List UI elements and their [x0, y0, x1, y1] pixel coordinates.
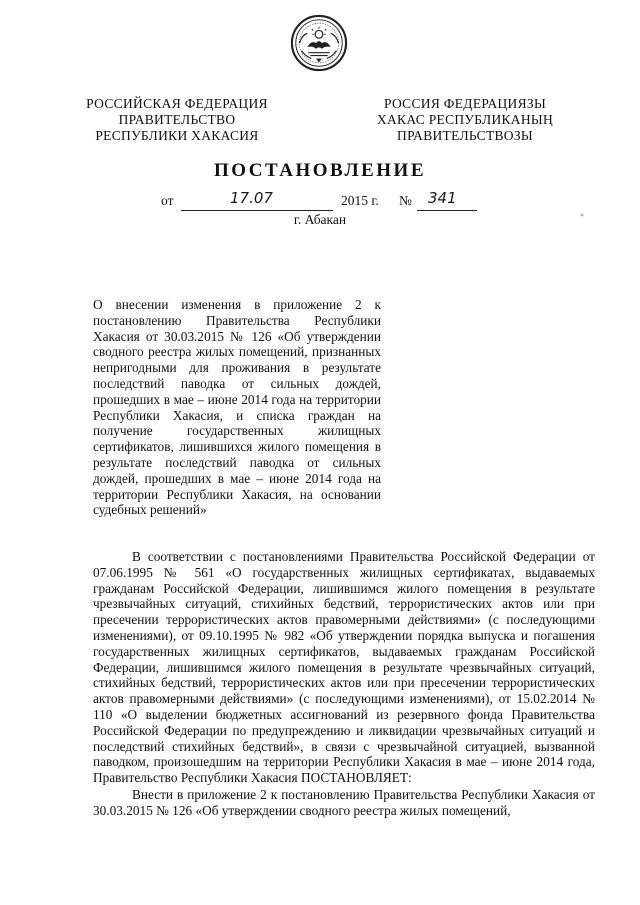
- body-paragraph-2: Внести в приложение 2 к постановлению Правительства Республики Хакасия от 30.03.2015 № 126 «Об утверждении сводного реестра жилых помещений,: [93, 786, 595, 818]
- number-sign: №: [399, 193, 412, 208]
- header-left-line-2: ПРАВИТЕЛЬСТВО: [118, 112, 236, 127]
- handwritten-date: 17.07: [230, 189, 273, 207]
- body-paragraph-1: В соответствии с постановлениями Правительства Российской Федерации от 07.06.1995 № 561 «О государственных жилищных сертификатах, выдаваемых гражданам Российской Федерации, лишившимся жилого помещения в результате чрезвычайных ситуаций, стихийных бедствий, террористических актов или при пресечении террористических актов правомерными действиями» (с последующими изменениями), от 09.10.1995 № 982 «Об утверждении порядка выпуска и погашения государственных жилищных сертификатов, выдаваемых гражданам Российской Федерации, лишившимся жилого помещения в результате чрезвычайных ситуаций, стихийных бедствий, террористических актов или при пресечении террористических актов правомерными действиями» (с последующими изменениями), от 15.02.2014 № 110 «О выделении бюджетных ассигнований из резервного фонда Правительства Российской Федерации по предупреждению и ликвидации чрезвычайных ситуаций и последствий стихийных бедствий», в связи с чрезвычайной ситуацией, вызванной паводком, произошедшим на территории Республики Хакасия в мае – июне 2014 года, Правительство Республики Хакасия ПОСТАНОВЛЯЕТ:: [93, 549, 595, 786]
- header-left-line-1: РОССИЙСКАЯ ФЕДЕРАЦИЯ: [86, 96, 268, 111]
- city: г. Абакан: [293, 212, 347, 227]
- margin-mark: *: [580, 212, 584, 221]
- header-right-line-3: ПРАВИТЕЛЬСТВОЗЫ: [397, 128, 533, 143]
- header-left-line-3: РЕСПУБЛИКИ ХАКАСИЯ: [95, 128, 259, 143]
- header-russian: [62, 96, 292, 144]
- date-year: 2015 г.: [341, 193, 379, 208]
- header-right-line-2: ХАКАС РЕСПУБЛИКАНЫҢ: [376, 112, 554, 127]
- header-khakas: [360, 96, 570, 144]
- document-body: [93, 549, 595, 819]
- document-subject: О внесении изменения в приложение 2 к постановлению Правительства Республики Хакасия от 30.03.2015 № 126 «Об утверждении сводного реестра жилых помещений, признанных непригодными для проживания в результате последствий паводка от сильных дождей, прошедших в мае – июне 2014 года на территории Республики Хакасия, и списка граждан на получение государственных жилищных сертификатов, лишившихся жилого помещения в результате последствий паводка от сильных дождей, прошедших в мае – июне 2014 года на территории Республики Хакасия, на основании судебных решений»: [93, 297, 381, 518]
- date-prefix: от: [161, 193, 174, 208]
- coat-of-arms-emblem: [290, 14, 348, 72]
- handwritten-number: 341: [428, 189, 457, 207]
- header-right-line-1: РОССИЯ ФЕДЕРАЦИЯЗЫ: [383, 96, 547, 111]
- document-title: ПОСТАНОВЛЕНИЕ: [213, 160, 427, 181]
